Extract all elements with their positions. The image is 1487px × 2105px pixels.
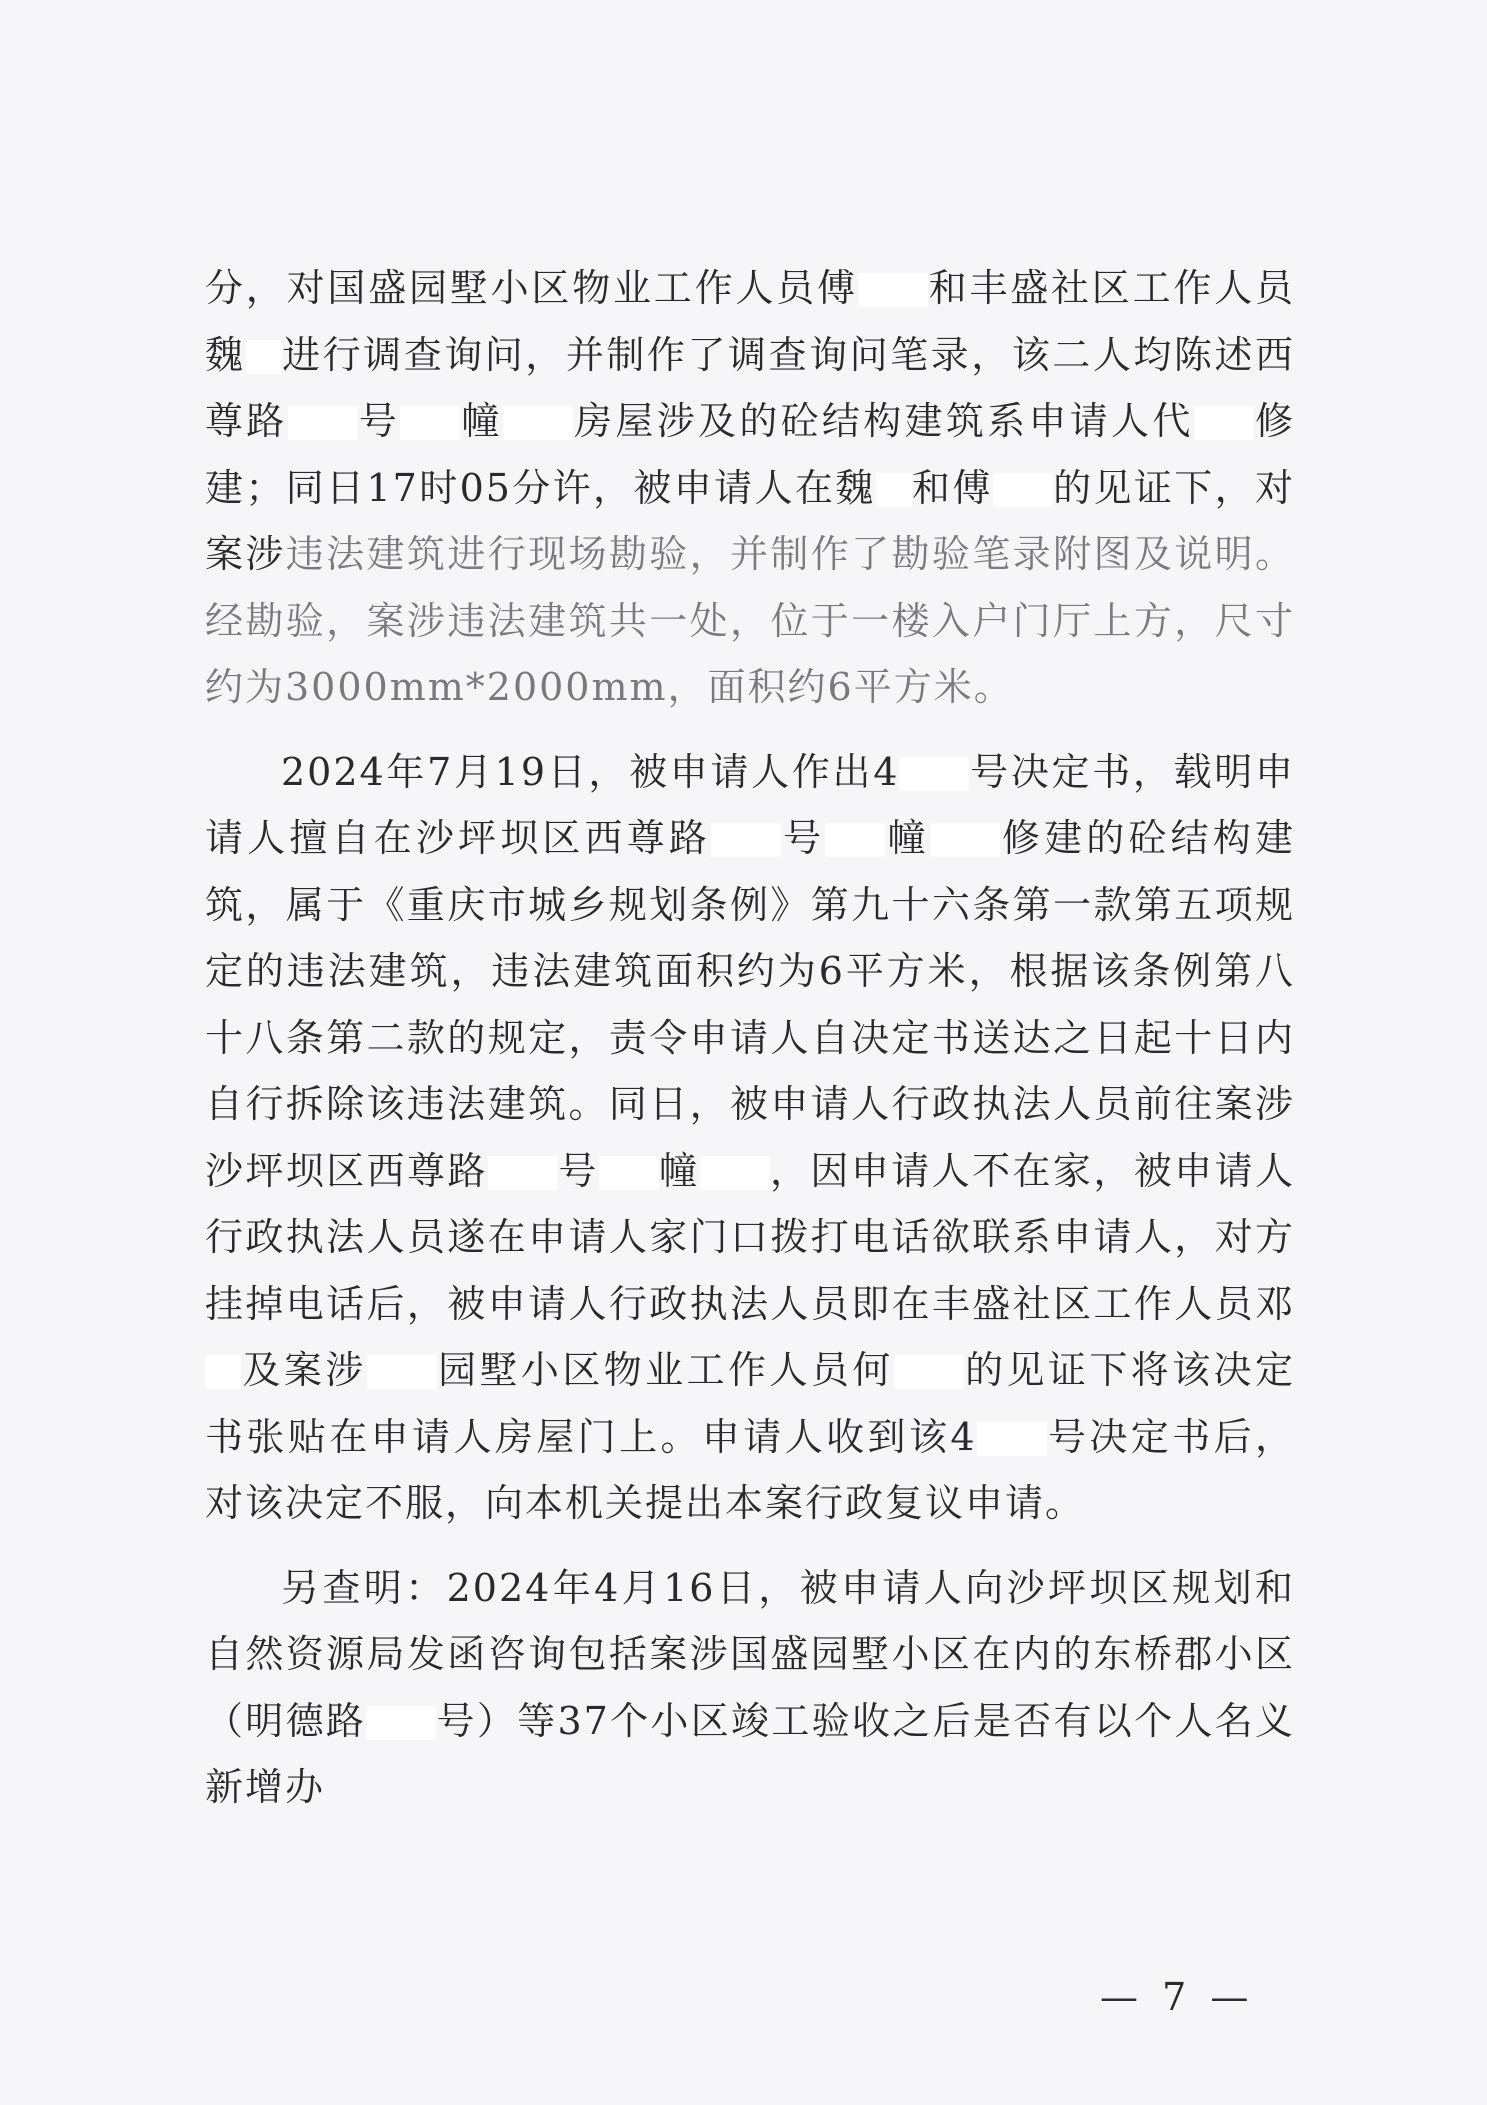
redaction <box>711 823 781 857</box>
text-segment: 案涉违法建筑共一处，位于一楼入户门厅上方，尺寸约为3000mm*2000mm，面积约6平方米。 <box>205 598 1295 709</box>
text-segment: 号）等37个小区竣工验收之后是否有以个人名义新增办 <box>205 1698 1295 1809</box>
redaction <box>876 473 912 507</box>
text-segment: 幢 <box>885 816 930 860</box>
text-segment: 和丰盛社区工作人员魏 <box>205 266 1295 377</box>
redaction <box>367 1355 437 1389</box>
redaction <box>599 1156 659 1190</box>
text-segment: 进行调查询问，并制作了调查询问笔录，该二人均陈述西尊路 <box>205 332 1295 443</box>
redaction <box>858 273 928 307</box>
redaction <box>400 406 460 440</box>
text-segment: 号 <box>557 1148 599 1193</box>
redaction <box>700 1156 770 1190</box>
paragraph-further-finding <box>205 1555 1295 1821</box>
text-segment: 修建；同日17时05分许，被申请人在魏 <box>205 399 1295 510</box>
text-segment: 幢 <box>658 1148 700 1193</box>
text-segment: 另查明：2024年4月16日，被申请人向沙坪坝区规划和自然资源局发函咨询包括案涉国盛园墅小区在内的东桥郡小区（明德路 <box>205 1565 1295 1743</box>
redaction <box>288 406 358 440</box>
redaction <box>930 823 1000 857</box>
text-segment: 的见证下，对案涉 <box>205 465 1295 576</box>
text-segment: 违法建筑进行现场勘验，并制作了勘验笔录附图及说明。经勘验， <box>205 532 1295 643</box>
text-segment: 房屋涉及的砼结构建筑系申请人代 <box>572 399 1194 443</box>
text-segment: 号决定书后，对该决定不服，向本机关提出本案行政复议申请。 <box>205 1414 1295 1525</box>
text-segment: 园墅小区物业工作人员何 <box>436 1348 894 1392</box>
paragraph-investigation <box>205 255 1295 721</box>
redaction <box>993 473 1053 507</box>
redaction <box>488 1156 558 1190</box>
text-segment: 幢 <box>460 399 503 443</box>
document-body <box>205 255 1295 1839</box>
text-segment: 及案涉 <box>241 1348 367 1392</box>
redaction <box>503 406 573 440</box>
redaction <box>366 1706 436 1740</box>
page-number: — 7 — <box>1100 1975 1255 2019</box>
redaction <box>894 1355 964 1389</box>
text-segment: 和傅 <box>911 465 993 510</box>
text-segment: 的见证下将该决定书张贴在申请人房屋门上。申请人收到该4 <box>205 1348 1295 1459</box>
redaction <box>825 823 885 857</box>
text-segment: 2024年7月19日，被申请人作出4 <box>281 749 900 794</box>
paragraph-decision <box>205 739 1295 1537</box>
text-segment: 号决定书，载明申请人擅自在沙坪坝区西尊路 <box>205 749 1295 860</box>
text-segment: 修建的砼结构建筑，属于《重庆市城乡规划条例》第九十六条第一款第五项规定的违法建筑，违法建筑面积约为6平方米，根据该条例第八十八条第二款的规定，责令申请人自决定书送达之日起十日内自行拆除该违法建筑。同日，被申请人行政执法人员前往案涉沙坪坝区西尊路 <box>205 816 1295 1193</box>
text-segment: 号 <box>781 816 826 860</box>
redaction <box>246 340 282 374</box>
redaction <box>1194 406 1254 440</box>
redaction <box>205 1355 241 1389</box>
redaction <box>977 1422 1047 1456</box>
redaction <box>899 757 969 791</box>
text-segment: 号 <box>357 399 401 443</box>
text-segment: ，因申请人不在家，被申请人行政执法人员遂在申请人家门口拨打电话欲联系申请人，对方挂掉电话后，被申请人行政执法人员即在丰盛社区工作人员邓 <box>205 1148 1295 1326</box>
text-segment: 分，对国盛园墅小区物业工作人员傅 <box>205 266 858 310</box>
